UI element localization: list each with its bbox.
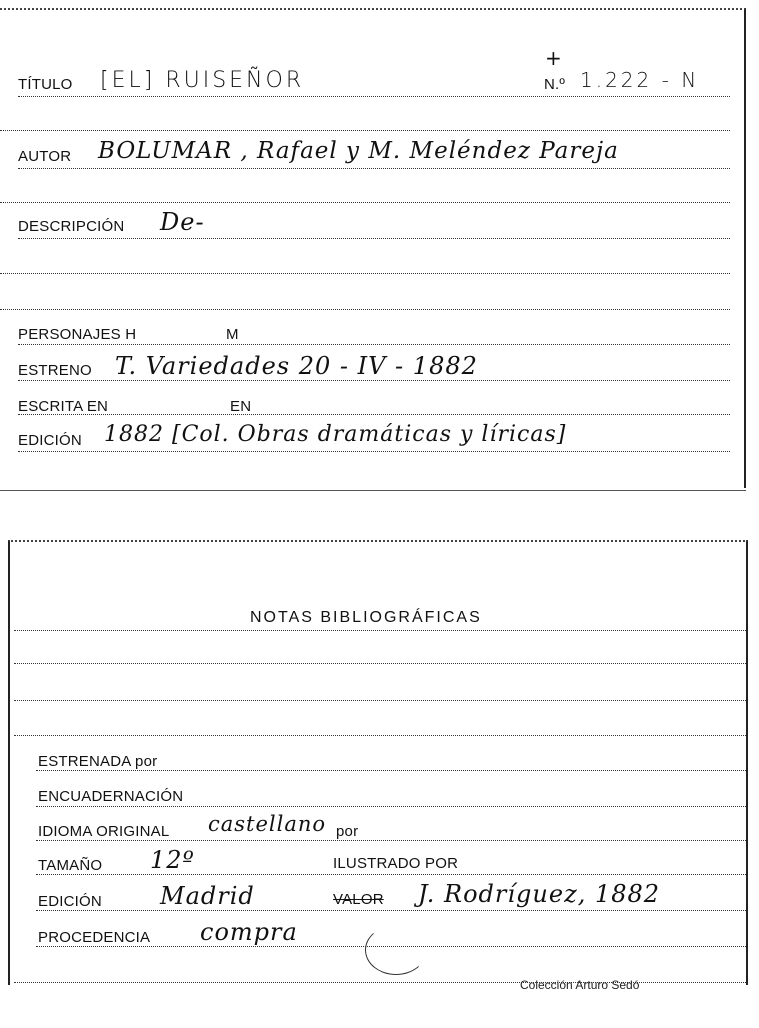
rule-personajes [18, 344, 730, 345]
rule-escrita [18, 414, 730, 415]
autor-label: AUTOR [18, 148, 72, 165]
escrita-en-label: ESCRITA EN [18, 398, 109, 415]
notas-heading: NOTAS BIBLIOGRÁFICAS [250, 609, 482, 626]
rule-notes-3 [14, 700, 746, 701]
card-bottom-edge [0, 490, 746, 491]
rule-estreno [18, 380, 730, 381]
descripcion-value: De- [160, 208, 205, 236]
rule-blank-2 [0, 202, 730, 203]
rule-notes-2 [14, 663, 746, 664]
procedencia-value: compra [200, 918, 298, 946]
edicion-value: 1882 [Col. Obras dramáticas y líricas] [104, 422, 567, 447]
rule-blank-4 [0, 309, 730, 310]
tamano-value: 12º [150, 846, 195, 874]
rule-estrenada [36, 770, 746, 771]
rule-notes-1 [14, 630, 746, 631]
escrita-en-en-label: EN [230, 398, 252, 415]
stamp-mark [365, 925, 427, 975]
rule-edicion-2 [36, 910, 746, 911]
estreno-label: ESTRENO [18, 362, 92, 379]
numero-label: N.º [544, 76, 566, 93]
numero-value: 1.222 - N [580, 68, 700, 92]
estreno-value: T. Variedades 20 - IV - 1882 [115, 352, 478, 380]
autor-value: BOLUMAR , Rafael y M. Meléndez Pareja [98, 138, 619, 164]
encuadernacion-label: ENCUADERNACIÓN [38, 788, 184, 805]
collection-footer: Colección Arturo Sedó [520, 978, 640, 992]
personajes-h-label: PERSONAJES H [18, 326, 137, 343]
edicion2-label: EDICIÓN [38, 893, 102, 910]
procedencia-label: PROCEDENCIA [38, 929, 151, 946]
idioma-por-label: por [336, 823, 359, 840]
rule-titulo [18, 96, 730, 97]
estrenada-label: ESTRENADA por [38, 753, 158, 770]
rule-blank-3 [0, 273, 730, 274]
personajes-m-label: M [226, 326, 239, 343]
rule-notes-4 [14, 735, 746, 736]
rule-idioma [36, 840, 746, 841]
rule-blank-1 [0, 130, 730, 131]
cross-mark: + [545, 46, 562, 70]
ilustrado-label: ILUSTRADO POR [333, 855, 459, 872]
valor-value: J. Rodríguez, 1882 [418, 880, 661, 908]
rule-descripcion [18, 238, 730, 239]
idioma-value: castellano [208, 812, 327, 836]
rule-tamano [36, 874, 746, 875]
rule-encuadernacion [36, 806, 746, 807]
titulo-label: TÍTULO [18, 76, 73, 93]
idioma-label: IDIOMA ORIGINAL [38, 823, 170, 840]
valor-label: VALOR [333, 891, 384, 908]
edicion-label: EDICIÓN [18, 432, 82, 449]
edicion2-value: Madrid [160, 882, 255, 910]
rule-autor [18, 168, 730, 169]
descripcion-label: DESCRIPCIÓN [18, 218, 125, 235]
rule-edicion [18, 451, 730, 452]
tamano-label: TAMAÑO [38, 857, 103, 874]
titulo-value: [EL] RUISEÑOR [100, 68, 305, 93]
